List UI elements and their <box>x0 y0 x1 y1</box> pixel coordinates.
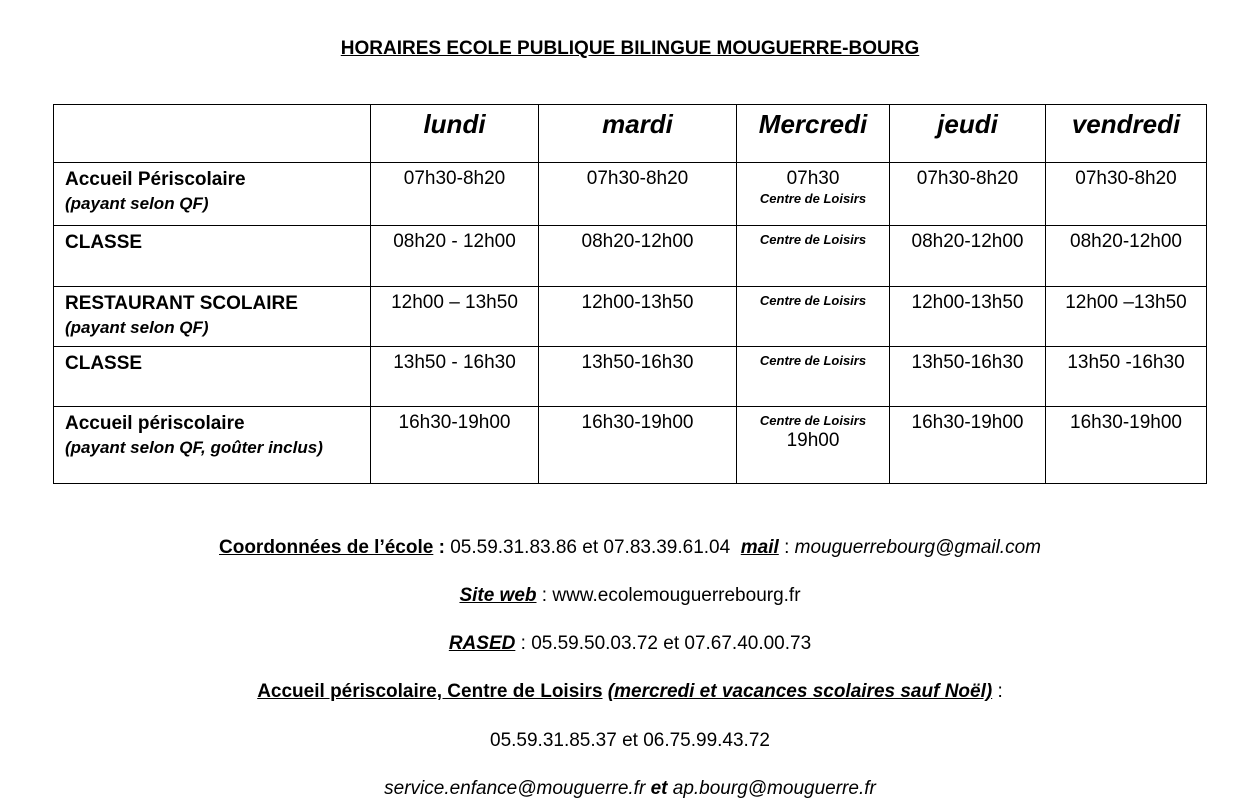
row-label: CLASSE <box>65 353 143 374</box>
time-cell: 16h30-19h00 <box>539 407 737 484</box>
school-contact-line <box>0 537 1250 559</box>
centre-loisirs-note: Centre de Loisirs <box>759 191 867 206</box>
row-label: Accueil périscolaire <box>65 413 245 434</box>
centre-loisirs-note: Centre de Loisirs <box>759 353 867 368</box>
email-join: et <box>650 778 668 799</box>
time-cell: 16h30-19h00 <box>1046 407 1207 484</box>
accueil-line <box>0 681 1250 703</box>
corner-cell <box>54 105 371 163</box>
time-cell: 12h00 – 13h50 <box>371 287 539 347</box>
centre-loisirs-note: Centre de Loisirs <box>759 232 867 247</box>
website-line <box>0 585 1250 607</box>
row-label: CLASSE <box>65 232 143 253</box>
site-link[interactable]: www.ecolemouguerrebourg.fr <box>552 585 801 606</box>
accueil-phones-line <box>0 730 1250 752</box>
table-row <box>54 407 1207 484</box>
page-title: HORAIRES ECOLE PUBLIQUE BILINGUE MOUGUERRE-BOURG <box>340 38 920 59</box>
day-header: jeudi <box>890 105 1046 163</box>
row-label-cell <box>54 407 371 484</box>
header-row <box>54 105 1207 163</box>
time-cell: 12h00-13h50 <box>539 287 737 347</box>
time-cell-wednesday <box>737 347 890 407</box>
rased-separator: : <box>515 633 532 654</box>
row-label-cell <box>54 347 371 407</box>
mail-separator: : <box>778 537 795 558</box>
schedule-table <box>53 104 1207 484</box>
time-cell-wednesday <box>737 407 890 484</box>
time-cell: 07h30-8h20 <box>1046 163 1207 226</box>
mail-label: mail <box>740 537 779 558</box>
accueil-note: (mercredi et vacances scolaires sauf Noël) <box>607 681 993 702</box>
centre-loisirs-note: Centre de Loisirs <box>759 413 867 428</box>
centre-loisirs-note: Centre de Loisirs <box>759 293 867 308</box>
time-cell: 16h30-19h00 <box>371 407 539 484</box>
emails-line <box>0 778 1250 800</box>
accueil-phones: 05.59.31.85.37 et 06.75.99.43.72 <box>490 730 770 751</box>
site-separator: : <box>536 585 553 606</box>
table-row <box>54 287 1207 347</box>
coord-label: Coordonnées de l’école <box>219 537 434 558</box>
row-sublabel: (payant selon QF) <box>65 318 209 337</box>
email-link[interactable]: ap.bourg@mouguerre.fr <box>672 778 876 799</box>
time-cell: 13h50-16h30 <box>890 347 1046 407</box>
time-cell: 12h00 –13h50 <box>1046 287 1207 347</box>
time-value: 19h00 <box>786 430 840 451</box>
site-label: Site web <box>459 585 537 606</box>
day-header: vendredi <box>1046 105 1207 163</box>
time-cell: 07h30-8h20 <box>890 163 1046 226</box>
email-link[interactable]: service.enfance@mouguerre.fr <box>384 778 646 799</box>
time-cell: 13h50 - 16h30 <box>371 347 539 407</box>
rased-line <box>0 633 1250 655</box>
mail-link[interactable]: mouguerrebourg@gmail.com <box>794 537 1041 558</box>
row-label-cell <box>54 163 371 226</box>
time-cell: 07h30-8h20 <box>371 163 539 226</box>
time-cell: 07h30-8h20 <box>539 163 737 226</box>
row-label: Accueil Périscolaire <box>65 169 246 190</box>
day-header: Mercredi <box>737 105 890 163</box>
row-sublabel: (payant selon QF, goûter inclus) <box>65 438 323 457</box>
time-cell: 13h50 -16h30 <box>1046 347 1207 407</box>
row-label-cell <box>54 287 371 347</box>
time-cell: 08h20-12h00 <box>1046 226 1207 287</box>
table-row <box>54 226 1207 287</box>
day-header: lundi <box>371 105 539 163</box>
day-header: mardi <box>539 105 737 163</box>
coord-separator: : <box>433 537 451 558</box>
time-cell: 08h20 - 12h00 <box>371 226 539 287</box>
time-cell: 13h50-16h30 <box>539 347 737 407</box>
time-cell: 08h20-12h00 <box>890 226 1046 287</box>
accueil-separator: : <box>992 681 1003 702</box>
time-value: 07h30 <box>786 168 840 189</box>
table-row <box>54 163 1207 226</box>
time-cell-wednesday <box>737 287 890 347</box>
rased-label: RASED <box>448 633 516 654</box>
rased-phones: 05.59.50.03.72 et 07.67.40.00.73 <box>531 633 812 654</box>
time-cell-wednesday <box>737 226 890 287</box>
accueil-label: Accueil périscolaire, Centre de Loisirs <box>257 681 603 702</box>
time-cell: 08h20-12h00 <box>539 226 737 287</box>
row-sublabel: (payant selon QF) <box>65 194 209 213</box>
row-label-cell <box>54 226 371 287</box>
coord-phones: 05.59.31.83.86 et 07.83.39.61.04 <box>450 537 731 558</box>
time-cell-wednesday <box>737 163 890 226</box>
row-label: RESTAURANT SCOLAIRE <box>65 293 298 314</box>
time-cell: 16h30-19h00 <box>890 407 1046 484</box>
table-row <box>54 347 1207 407</box>
time-cell: 12h00-13h50 <box>890 287 1046 347</box>
